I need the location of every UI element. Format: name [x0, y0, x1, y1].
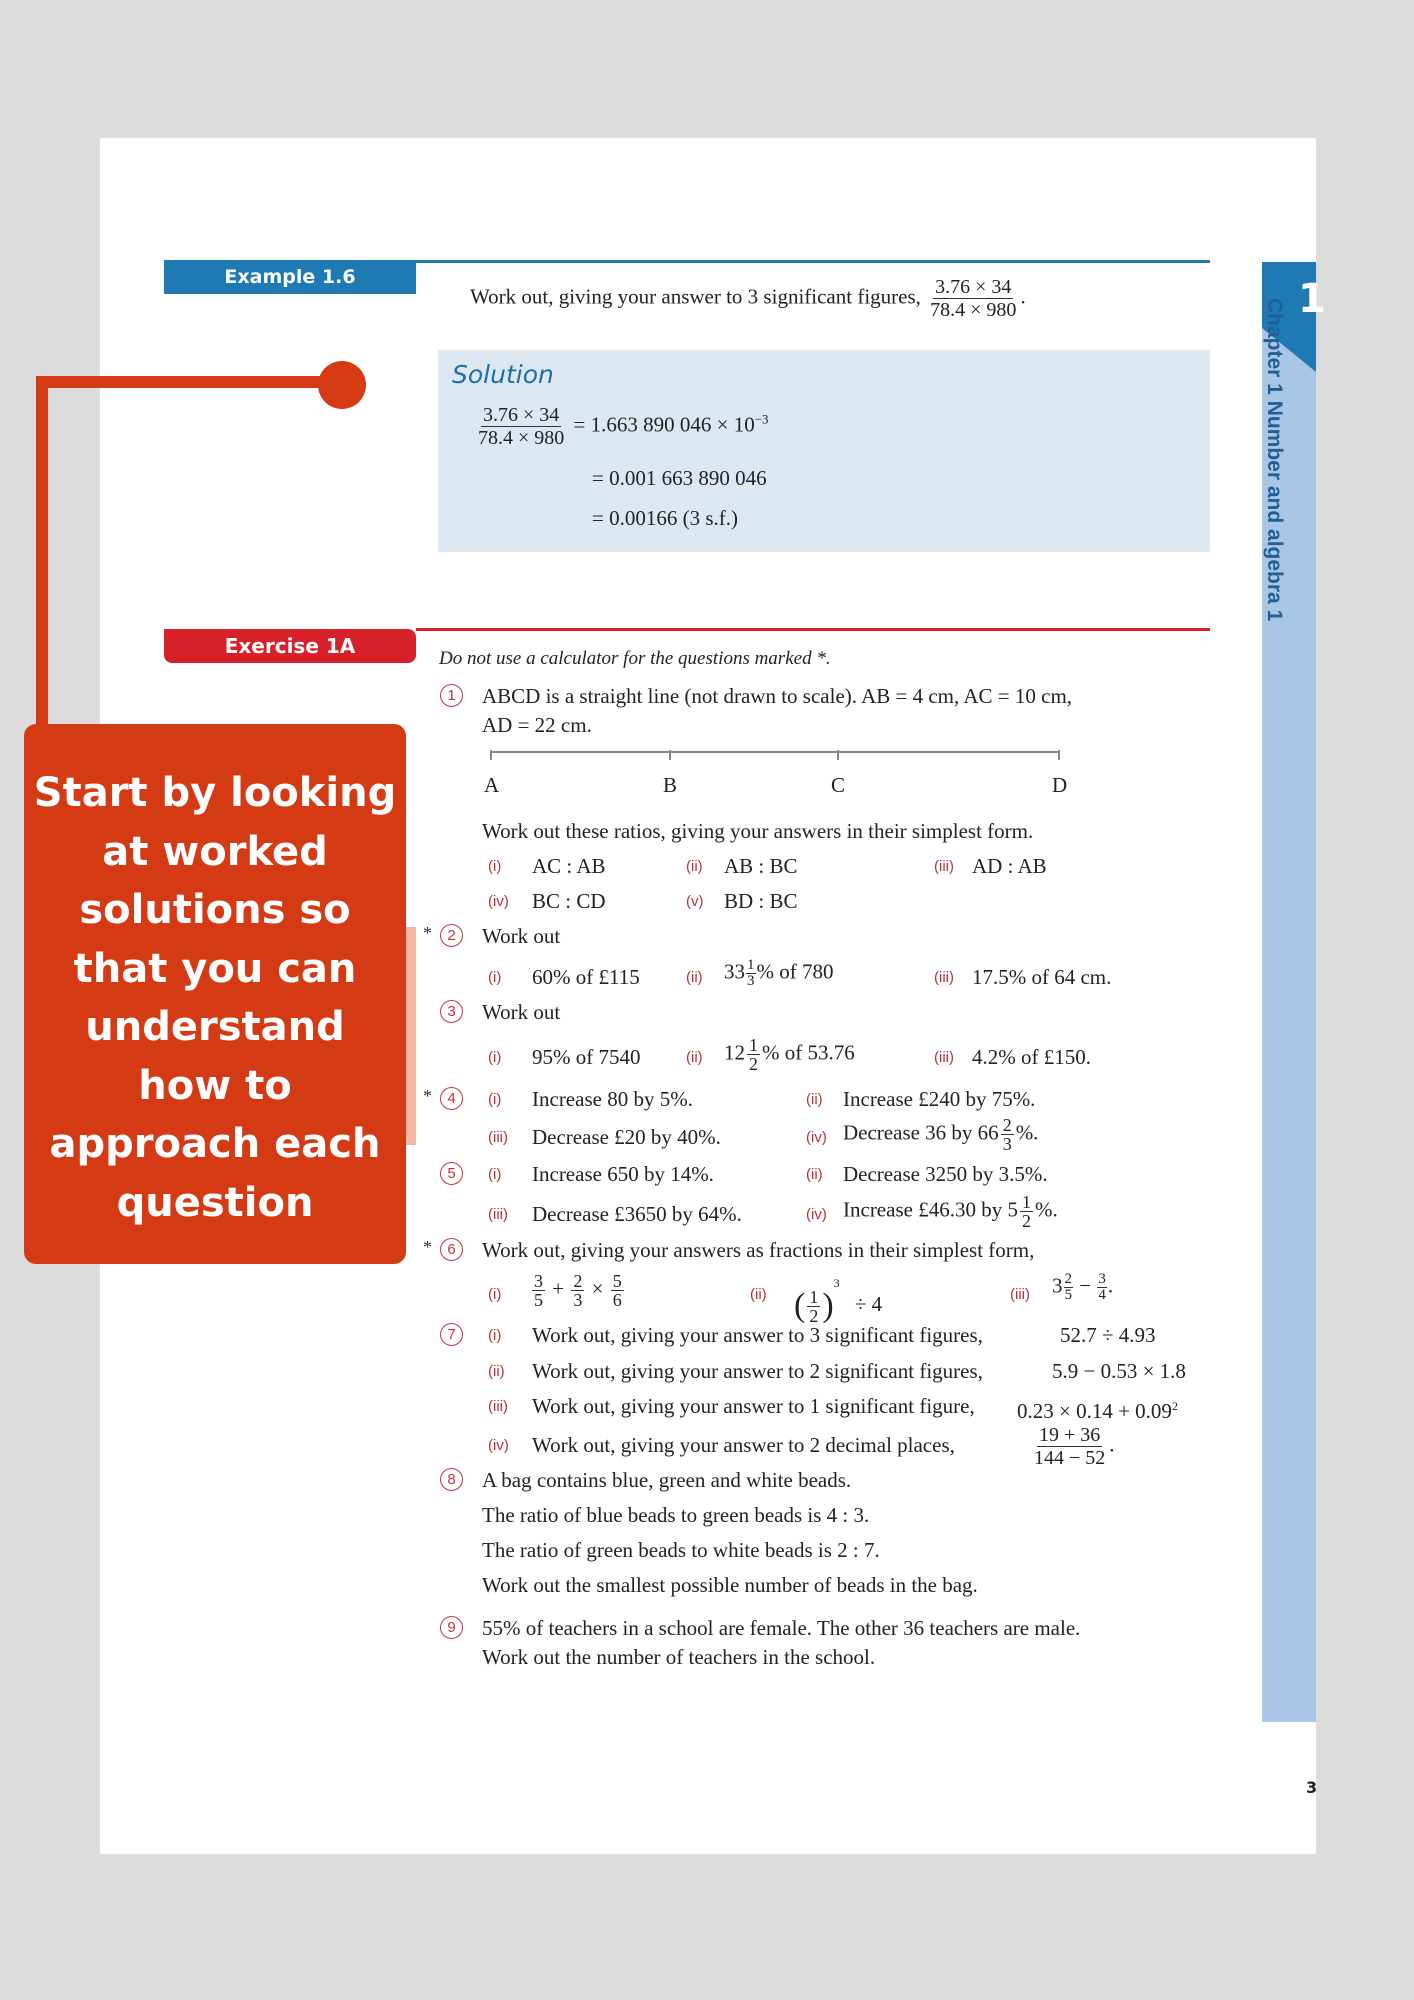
solution-line-2: = 0.001 663 890 046: [592, 466, 767, 490]
q7-part-iii: Work out, giving your answer to 1 significant figure,: [532, 1394, 975, 1418]
q5-label-iv: (iv): [806, 1206, 827, 1223]
q1-part-label-iii: (iii): [934, 858, 954, 875]
q2-label-ii: (ii): [686, 969, 703, 986]
q7-part-iv: Work out, giving your answer to 2 decimal places,: [532, 1433, 955, 1457]
q3-label-i: (i): [488, 1049, 502, 1066]
q2-title: Work out: [482, 924, 561, 948]
q5-label-iii: (iii): [488, 1206, 508, 1223]
q4-label-i: (i): [488, 1091, 502, 1108]
q1-part-label-ii: (ii): [686, 858, 703, 875]
q3-label-iii: (iii): [934, 1049, 954, 1066]
q3-part-iii: 4.2% of £150.: [972, 1045, 1091, 1069]
question-number-9: 9: [440, 1616, 463, 1639]
exercise-rule: [416, 628, 1210, 631]
q7-expr-i: 52.7 ÷ 4.93: [1060, 1323, 1156, 1347]
q1-part-label-i: (i): [488, 858, 502, 875]
q2-part-iii: 17.5% of 64 cm.: [972, 965, 1112, 989]
point-b: B: [663, 773, 678, 797]
q8-line-3: The ratio of green beads to white beads is 2 : 7.: [482, 1538, 880, 1562]
question-number-5: 5: [440, 1162, 463, 1185]
q5-part-i: Increase 650 by 14%.: [532, 1162, 714, 1186]
q1-line-2: AD = 22 cm.: [482, 713, 592, 737]
q9-line-1: 55% of teachers in a school are female. The other 36 teachers are male.: [482, 1616, 1081, 1640]
q1-part-iv: BC : CD: [532, 889, 606, 913]
q8-line-1: A bag contains blue, green and white beads.: [482, 1468, 852, 1492]
q1-part-iii: AD : AB: [972, 854, 1047, 878]
q4-part-i: Increase 80 by 5%.: [532, 1087, 693, 1111]
q4-part-iii: Decrease £20 by 40%.: [532, 1125, 721, 1149]
q3-label-ii: (ii): [686, 1049, 703, 1066]
line-diagram-abcd: [490, 750, 1070, 770]
q6-label-ii: (ii): [750, 1286, 767, 1303]
example-fraction: $\frac{3.76 \times 34}{78.4 \times 980}$: [930, 276, 1017, 321]
callout-connector: [0, 0, 420, 760]
q7-part-ii: Work out, giving your answer to 2 significant figures,: [532, 1359, 983, 1383]
q3-part-ii: 12 $\frac{1}{2}$ % of 53.76: [724, 1035, 855, 1074]
question-number-2: 2: [440, 924, 463, 947]
q7-part-i: Work out, giving your answer to 3 significant figures,: [532, 1323, 983, 1347]
q4-label-iii: (iii): [488, 1129, 508, 1146]
q6-star: *: [423, 1237, 432, 1257]
point-d: D: [1052, 773, 1068, 797]
question-number-6: 6: [440, 1238, 463, 1261]
q7-label-ii: (ii): [488, 1363, 505, 1380]
q2-star: *: [423, 923, 432, 943]
q1-prompt: Work out these ratios, giving your answers in their simplest form.: [482, 819, 1034, 843]
exercise-instruction: Do not use a calculator for the questions marked *.: [439, 648, 831, 669]
question-number-8: 8: [440, 1468, 463, 1491]
q1-part-ii: AB : BC: [724, 854, 798, 878]
q1-part-label-v: (v): [686, 893, 704, 910]
non-calculator-marker-bar: [406, 927, 416, 1145]
question-number-1: 1: [440, 684, 463, 707]
point-a: A: [484, 773, 500, 797]
q6-part-iii: 3 $\frac{2}{5}$ − $\frac{3}{4}$ .: [1052, 1271, 1114, 1303]
q3-part-i: 95% of 7540: [532, 1045, 641, 1069]
example-question: Work out, giving your answer to 3 significant figures, $\frac{3.76 \times 34}{78.4 \times 980}$ .: [470, 276, 1026, 321]
question-number-4: 4: [440, 1087, 463, 1110]
solution-line-1: $\frac{3.76 \times 34}{78.4 \times 980}$ = 1.663 890 $046 \times 10^{-3}$: [478, 404, 769, 449]
exercise-label: Exercise 1A: [164, 629, 416, 663]
example-label: Example 1.6: [164, 260, 416, 294]
q2-part-ii: 33 $\frac{1}{3}$ % of 780: [724, 957, 834, 989]
q4-label-iv: (iv): [806, 1129, 827, 1146]
q6-label-i: (i): [488, 1286, 502, 1303]
callout-bubble: Start by looking at worked solutions so that you can understand how to approach each question: [24, 724, 406, 1264]
question-number-3: 3: [440, 1000, 463, 1023]
q4-part-iv: Decrease 36 by 66 $\frac{2}{3}$ %.: [843, 1115, 1039, 1154]
q7-label-iv: (iv): [488, 1437, 509, 1454]
q5-part-ii: Decrease 3250 by 3.5%.: [843, 1162, 1048, 1186]
q7-label-iii: (iii): [488, 1398, 508, 1415]
q6-part-ii: ( $\frac{1}{2}$ )$^3$ ÷ 4: [794, 1276, 883, 1326]
q2-label-i: (i): [488, 969, 502, 986]
connector-dot: [318, 361, 366, 409]
page-number: 3: [1306, 1778, 1318, 1797]
q7-label-i: (i): [488, 1327, 502, 1344]
q4-star: *: [423, 1086, 432, 1106]
q6-label-iii: (iii): [1010, 1286, 1030, 1303]
solution-fraction: $\frac{3.76 \times 34}{78.4 \times 980}$: [478, 404, 565, 449]
q2-label-iii: (iii): [934, 969, 954, 986]
question-number-7: 7: [440, 1323, 463, 1346]
q2-part-i: 60% of £115: [532, 965, 640, 989]
connector-horizontal: [36, 376, 336, 388]
q4-label-ii: (ii): [806, 1091, 823, 1108]
q9-line-2: Work out the number of teachers in the school.: [482, 1645, 876, 1669]
q8-line-4: Work out the smallest possible number of beads in the bag.: [482, 1573, 978, 1597]
q7-expr-ii: 5.9 − 0.53 × 1.8: [1052, 1359, 1186, 1383]
solution-title: Solution: [452, 360, 554, 389]
q7-expr-iv: $\frac{19 + 36}{144 - 52}$ .: [1034, 1424, 1115, 1469]
q6-title: Work out, giving your answers as fractions in their simplest form,: [482, 1238, 1035, 1262]
connector-vertical: [36, 376, 48, 736]
q4-part-ii: Increase £240 by 75%.: [843, 1087, 1036, 1111]
q5-label-i: (i): [488, 1166, 502, 1183]
q8-line-2: The ratio of blue beads to green beads is 4 : 3.: [482, 1503, 870, 1527]
q6-part-i: $\frac{3}{5}$ + $\frac{2}{3}$ × $\frac{5}{6}$: [534, 1271, 622, 1310]
point-c: C: [831, 773, 846, 797]
q5-part-iii: Decrease £3650 by 64%.: [532, 1202, 742, 1226]
q1-part-label-iv: (iv): [488, 893, 509, 910]
q5-label-ii: (ii): [806, 1166, 823, 1183]
chapter-title-vertical: Chapter 1 Number and algebra 1: [1263, 298, 1286, 622]
solution-line-3: = 0.00166 (3 s.f.): [592, 506, 738, 530]
q5-part-iv: Increase £46.30 by 5 $\frac{1}{2}$ %.: [843, 1192, 1058, 1231]
q3-title: Work out: [482, 1000, 561, 1024]
q7-expr-iii: $0.23 \times 0.14 + 0.09^2$: [1017, 1399, 1178, 1423]
q1-part-i: AC : AB: [532, 854, 606, 878]
example-rule: [416, 260, 1210, 263]
q1-line-1: ABCD is a straight line (not drawn to scale). AB = 4 cm, AC = 10 cm,: [482, 684, 1073, 708]
chapter-number: 1: [1298, 276, 1326, 322]
q1-part-v: BD : BC: [724, 889, 798, 913]
